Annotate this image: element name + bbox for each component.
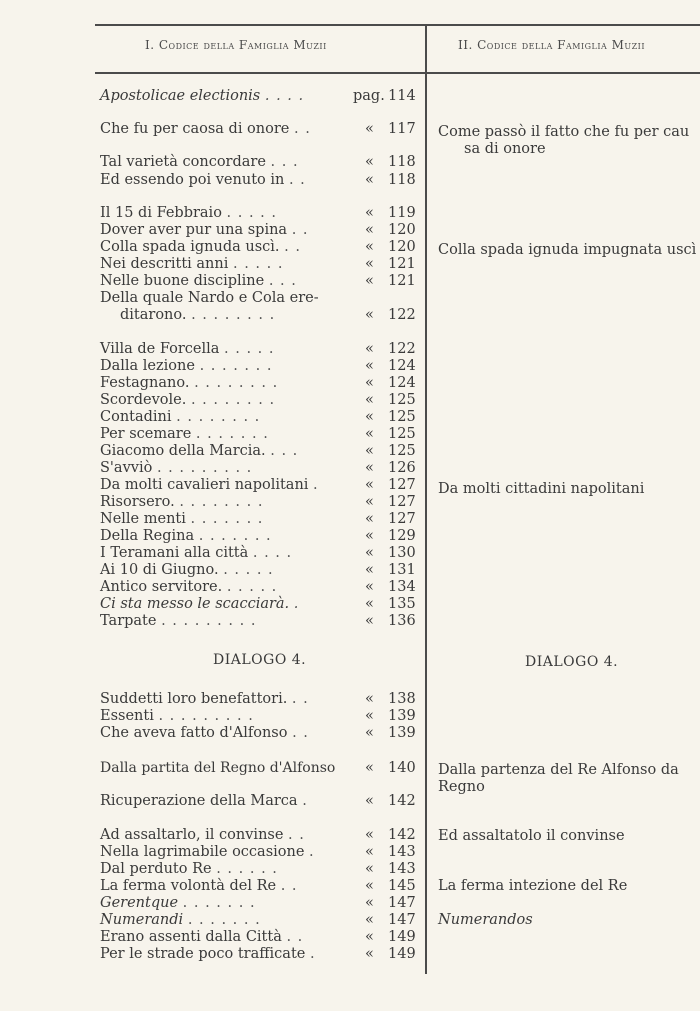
ditto-mark: « (365, 844, 374, 860)
entry-title: Ricuperazione della Marca . (100, 793, 308, 809)
ditto-mark: « (365, 562, 374, 578)
entry-title: Villa de Forcella . . . . . (100, 341, 275, 357)
entry-title: Risorsero. . . . . . . . . (100, 494, 264, 510)
ditto-mark: « (365, 596, 374, 612)
ditto-mark: « (365, 426, 374, 442)
variant-entry: Come passò il fatto che fu per cau (438, 124, 690, 140)
entry-title: Antico servitore. . . . . . (100, 579, 278, 595)
variant-entry: Ed assaltatolo il convinse (438, 828, 625, 844)
ditto-mark: « (365, 307, 374, 323)
entry-title: Per scemare . . . . . . . (100, 426, 269, 442)
index-entry (100, 255, 418, 273)
entry-page-number: 125 (388, 426, 416, 442)
entry-page-number: 117 (388, 121, 416, 137)
entry-title: Della quale Nardo e Cola ere- (100, 290, 319, 306)
ditto-mark: « (365, 613, 374, 629)
entry-page-number: 120 (388, 239, 416, 255)
ditto-mark: « (365, 528, 374, 544)
entry-page-number: 142 (388, 827, 416, 843)
index-entry (100, 690, 418, 708)
index-entry (100, 544, 418, 562)
entry-title: Nelle menti . . . . . . . (100, 511, 264, 527)
entry-page-number: 147 (388, 912, 416, 928)
index-entry (100, 171, 418, 189)
ditto-mark: « (365, 725, 374, 741)
ditto-mark: « (365, 760, 374, 776)
entry-title: Dal perduto Re . . . . . . (100, 861, 278, 877)
entry-page-number: 136 (388, 613, 416, 629)
entry-title: Per le strade poco trafficate . (100, 946, 316, 962)
index-entry (100, 340, 418, 358)
entry-page-number: 127 (388, 477, 416, 493)
section-heading-left: DIALOGO 4. (213, 652, 307, 668)
entry-title: Festagnano. . . . . . . . . (100, 375, 279, 391)
ditto-mark: « (365, 912, 374, 928)
entry-page-number: 118 (388, 154, 416, 170)
column-divider (425, 24, 427, 974)
ditto-mark: « (365, 443, 374, 459)
entry-page-number: 143 (388, 844, 416, 860)
index-entry (100, 493, 418, 511)
variant-entry: La ferma intezione del Re (438, 878, 628, 894)
index-entry (100, 707, 418, 725)
right-column-header: II. Codice della Famiglia Muzii (458, 38, 645, 52)
ditto-mark: « (365, 205, 374, 221)
ditto-mark: « (365, 545, 374, 561)
entry-title: Scordevole. . . . . . . . . (100, 392, 276, 408)
left-column-header: I. Codice della Famiglia Muzii (145, 38, 327, 52)
index-entry (100, 612, 418, 630)
index-entry (100, 87, 418, 105)
entry-page-number: 145 (388, 878, 416, 894)
entry-page-number: 134 (388, 579, 416, 595)
entry-title: Tal varietà concordare . . . (100, 154, 299, 170)
entry-page-number: 124 (388, 375, 416, 391)
index-entry (100, 238, 418, 256)
entry-page-number: 121 (388, 273, 416, 289)
index-entry (100, 860, 418, 878)
ditto-mark: « (365, 256, 374, 272)
index-entry (100, 759, 418, 777)
header-rule (95, 72, 700, 74)
entry-title: Ci sta messo le scacciarà. . (100, 596, 300, 612)
ditto-mark: « (365, 878, 374, 894)
entry-title: Nella lagrimabile occasione . (100, 844, 315, 860)
entry-title: Numerandi . . . . . . . (100, 912, 261, 928)
entry-page-number: 125 (388, 409, 416, 425)
ditto-mark: « (365, 154, 374, 170)
ditto-mark: « (365, 358, 374, 374)
index-entry (100, 527, 418, 545)
index-entry (100, 357, 418, 375)
entry-title: Ad assaltarlo, il convinse . . (100, 827, 305, 843)
entry-page-number: 122 (388, 341, 416, 357)
entry-page-number: 118 (388, 172, 416, 188)
entry-page-number: 114 (388, 88, 416, 104)
ditto-mark: « (365, 121, 374, 137)
entry-page-number: 127 (388, 511, 416, 527)
entry-page-number: 129 (388, 528, 416, 544)
ditto-mark: « (365, 239, 374, 255)
index-entry (100, 391, 418, 409)
entry-title: Contadini . . . . . . . . (100, 409, 261, 425)
entry-title: Che aveva fatto d'Alfonso . . (100, 725, 309, 741)
ditto-mark: « (365, 341, 374, 357)
entry-page-number: 139 (388, 708, 416, 724)
entry-title: Tarpate . . . . . . . . . (100, 613, 257, 629)
variant-entry: Colla spada ignuda impugnata uscì (438, 242, 697, 258)
ditto-mark: « (365, 793, 374, 809)
variant-entry: Numerandos (438, 912, 533, 928)
ditto-mark: « (365, 273, 374, 289)
index-entry (100, 221, 418, 239)
entry-title: Dalla partita del Regno d'Alfonso (100, 760, 336, 776)
index-entry (100, 204, 418, 222)
entry-title: Ai 10 di Giugno. . . . . . (100, 562, 274, 578)
entry-title: Da molti cavalieri napolitani . (100, 477, 319, 493)
index-entry (100, 374, 418, 392)
ditto-mark: « (365, 392, 374, 408)
ditto-mark: « (365, 579, 374, 595)
entry-page-number: 125 (388, 392, 416, 408)
index-entry (100, 792, 418, 810)
entry-page-number: 124 (388, 358, 416, 374)
entry-title: I Teramani alla città . . . . (100, 545, 293, 561)
entry-title: ditarono. . . . . . . . . (120, 307, 276, 323)
entry-title: Apostolicae electionis . . . . (100, 88, 305, 104)
index-entry (100, 510, 418, 528)
entry-page-number: 139 (388, 725, 416, 741)
ditto-mark: « (365, 222, 374, 238)
index-entry (100, 408, 418, 426)
entry-page-number: 130 (388, 545, 416, 561)
entry-title: Essenti . . . . . . . . . (100, 708, 254, 724)
entry-title: Nelle buone discipline . . . (100, 273, 297, 289)
ditto-mark: « (365, 708, 374, 724)
index-entry (100, 826, 418, 844)
entry-page-number: 127 (388, 494, 416, 510)
index-entry (100, 928, 418, 946)
ditto-mark: « (365, 460, 374, 476)
entry-title: Dover aver pur una spina . . (100, 222, 309, 238)
ditto-mark: « (365, 895, 374, 911)
index-entry (100, 289, 418, 307)
index-entry (100, 425, 418, 443)
entry-title: Erano assenti dalla Città . . (100, 929, 304, 945)
ditto-mark: « (365, 861, 374, 877)
entry-page-number: 120 (388, 222, 416, 238)
entry-page-number: 119 (388, 205, 416, 221)
ditto-mark: « (365, 827, 374, 843)
entry-title: Giacomo della Marcia. . . . (100, 443, 299, 459)
entry-title: Nei descritti anni . . . . . (100, 256, 284, 272)
entry-title: Colla spada ignuda uscì. . . (100, 239, 301, 255)
index-entry (100, 911, 418, 929)
ditto-mark: « (365, 477, 374, 493)
ditto-mark: « (365, 375, 374, 391)
entry-page-number: 147 (388, 895, 416, 911)
entry-page-number: 131 (388, 562, 416, 578)
entry-title: Gerentque . . . . . . . (100, 895, 256, 911)
index-entry (100, 306, 418, 324)
index-entry (100, 442, 418, 460)
entry-page-number: 149 (388, 929, 416, 945)
entry-title: Suddetti loro benefattori. . . (100, 691, 309, 707)
index-entry (100, 476, 418, 494)
index-entry (100, 724, 418, 742)
ditto-mark: « (365, 929, 374, 945)
entry-title: Della Regina . . . . . . . (100, 528, 272, 544)
entry-page-number: 122 (388, 307, 416, 323)
entry-title: Il 15 di Febbraio . . . . . (100, 205, 278, 221)
ditto-mark: « (365, 494, 374, 510)
variant-entry-continued: sa di onore (464, 141, 546, 157)
index-entry (100, 945, 418, 963)
entry-page-number: 140 (388, 760, 416, 776)
index-entry (100, 459, 418, 477)
ditto-mark: « (365, 511, 374, 527)
index-entry (100, 894, 418, 912)
entry-page-number: 125 (388, 443, 416, 459)
entry-title: Ed essendo poi venuto in . . (100, 172, 306, 188)
variant-entry: Da molti cittadini napolitani (438, 481, 645, 497)
index-entry (100, 561, 418, 579)
ditto-mark: « (365, 946, 374, 962)
ditto-mark: « (365, 409, 374, 425)
top-rule (95, 24, 700, 26)
index-entry (100, 877, 418, 895)
entry-title: La ferma volontà del Re . . (100, 878, 298, 894)
entry-page-number: 149 (388, 946, 416, 962)
index-entry (100, 578, 418, 596)
ditto-mark: « (365, 691, 374, 707)
index-entry (100, 843, 418, 861)
index-entry (100, 153, 418, 171)
entry-page-number: 142 (388, 793, 416, 809)
section-heading-right: DIALOGO 4. (525, 654, 619, 670)
entry-page-label: pag. (353, 88, 385, 104)
entry-page-number: 121 (388, 256, 416, 272)
index-entry (100, 120, 418, 138)
index-entry (100, 595, 418, 613)
entry-page-number: 143 (388, 861, 416, 877)
entry-page-number: 138 (388, 691, 416, 707)
entry-title: Dalla lezione . . . . . . . (100, 358, 273, 374)
entry-title: S'avviò . . . . . . . . . (100, 460, 253, 476)
entry-title: Che fu per caosa di onore . . (100, 121, 311, 137)
variant-entry-continued: Regno (438, 779, 485, 795)
entry-page-number: 126 (388, 460, 416, 476)
index-entry (100, 272, 418, 290)
ditto-mark: « (365, 172, 374, 188)
entry-page-number: 135 (388, 596, 416, 612)
variant-entry: Dalla partenza del Re Alfonso da (438, 762, 679, 778)
